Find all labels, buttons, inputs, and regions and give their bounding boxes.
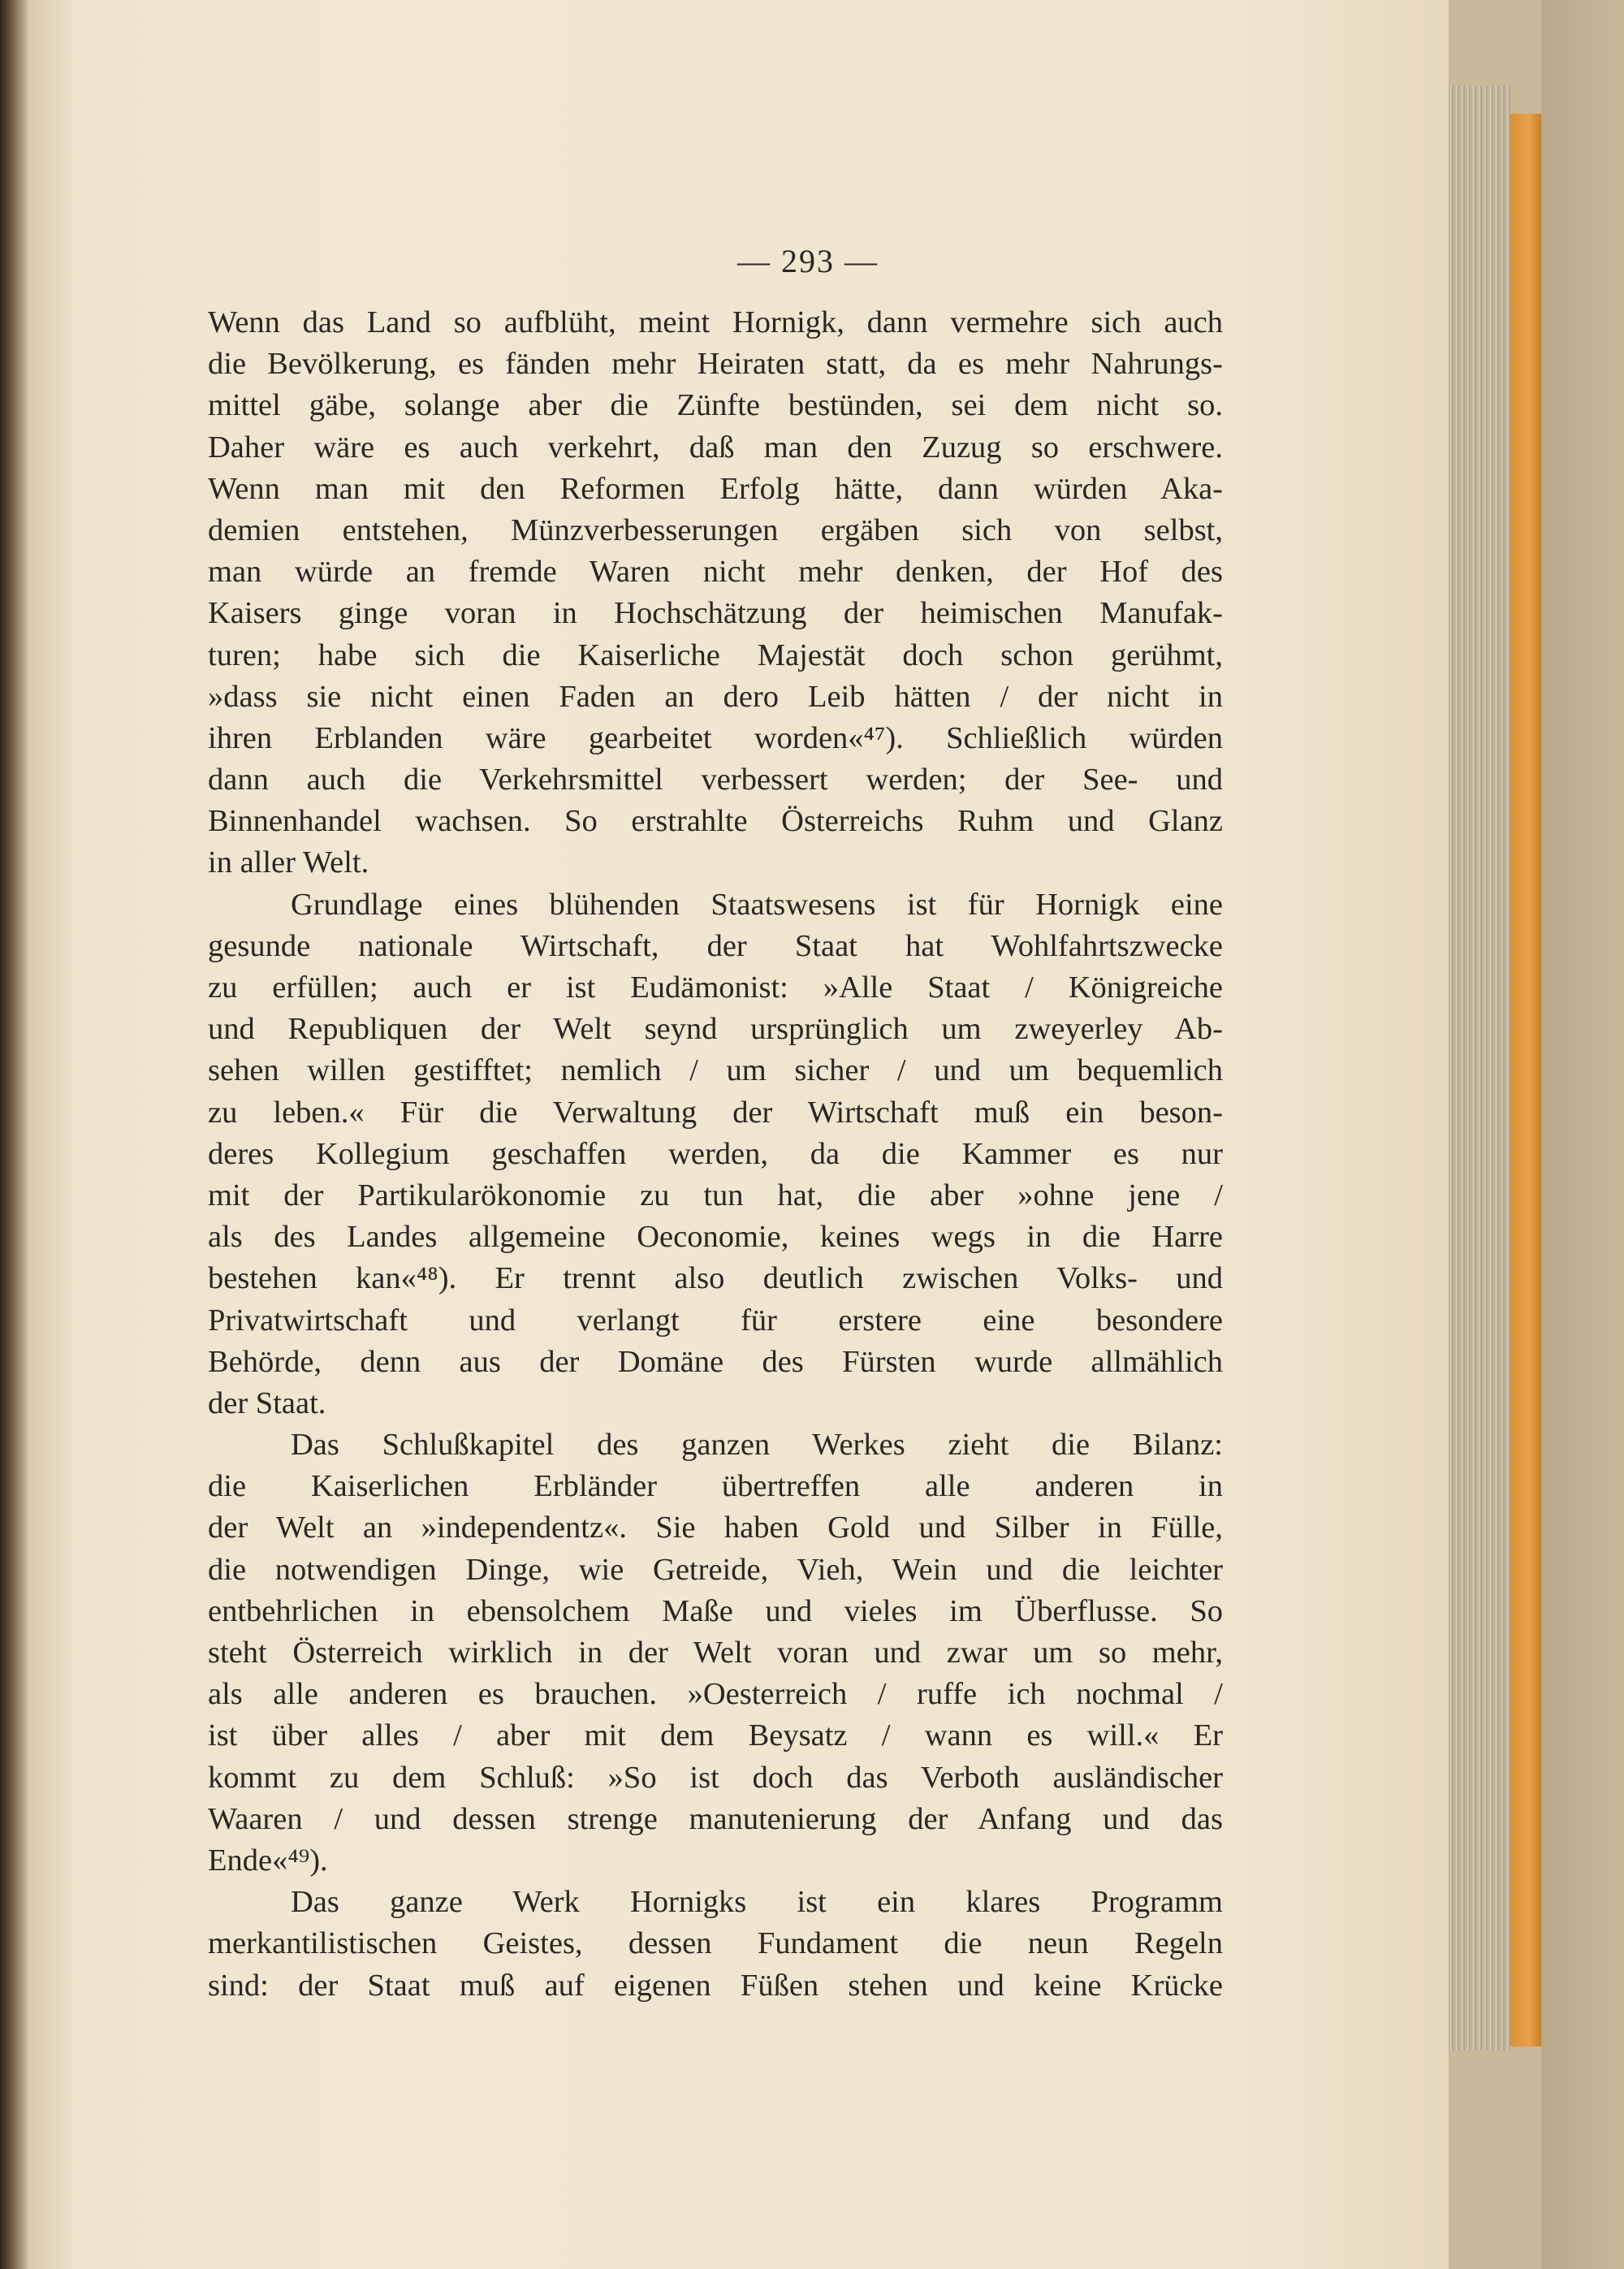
page-block-edges [1449, 85, 1510, 2051]
text-line: und Republiquen der Welt seynd ursprünglich um zweyerley Ab- [208, 1012, 1223, 1047]
text-line: als alle anderen es brauchen. »Oesterreich / ruffe ich nochmal / [208, 1677, 1223, 1712]
text-line: entbehrlichen in ebensolchem Maße und vieles im Überflusse. So [208, 1593, 1223, 1628]
text-line: bestehen kan«⁴⁸). Er trennt also deutlich zwischen Volks- und [208, 1261, 1223, 1296]
text-line: zu leben.« Für die Verwaltung der Wirtschaft muß ein beson- [208, 1095, 1223, 1130]
text-line: sehen willen gestifftet; nemlich / um sicher / und um bequemlich [208, 1053, 1223, 1088]
text-line: mittel gäbe, solange aber die Zünfte bestünden, sei dem nicht so. [208, 388, 1223, 423]
text-line: ist über alles / aber mit dem Beysatz / wann es will.« Er [208, 1718, 1223, 1753]
text-line: dann auch die Verkehrsmittel verbessert werden; der See- und [208, 763, 1223, 797]
text-line: der Welt an »independentz«. Sie haben Gold und Silber in Fülle, [208, 1511, 1223, 1545]
text-line: Das Schlußkapitel des ganzen Werkes zieht die Bilanz: [291, 1428, 1223, 1463]
book-cover-edge [1510, 114, 1541, 2046]
text-line: turen; habe sich die Kaiserliche Majestät doch schon gerühmt, [208, 637, 1223, 672]
text-line: Privatwirtschaft und verlangt für erstere eine besondere [208, 1303, 1223, 1338]
text-line: als des Landes allgemeine Oeconomie, keines wegs in die Harre [208, 1220, 1223, 1255]
background-surface [1541, 0, 1624, 2269]
text-line: der Staat. [208, 1385, 326, 1420]
text-line: Das ganze Werk Hornigks ist ein klares Programm [291, 1885, 1223, 1920]
text-line: die Kaiserlichen Erbländer übertreffen alle anderen in [208, 1469, 1223, 1504]
text-line: merkantilistischen Geistes, dessen Fundament die neun Regeln [208, 1926, 1223, 1961]
text-line: in aller Welt. [208, 845, 369, 880]
text-line: steht Österreich wirklich in der Welt voran und zwar um so mehr, [208, 1636, 1223, 1670]
text-line: Wenn das Land so aufblüht, meint Hornigk, dann vermehre sich auch [208, 305, 1223, 339]
text-line: »dass sie nicht einen Faden an dero Leib hätten / der nicht in [208, 679, 1223, 714]
text-line: Daher wäre es auch verkehrt, daß man den Zuzug so erschwere. [208, 430, 1223, 465]
text-line: gesunde nationale Wirtschaft, der Staat hat Wohlfahrtszwecke [208, 928, 1223, 963]
text-line: Wenn man mit den Reformen Erfolg hätte, dann würden Aka- [208, 471, 1223, 506]
body-text [208, 302, 1223, 2007]
text-line: zu erfüllen; auch er ist Eudämonist: »Alle Staat / Königreiche [208, 970, 1223, 1005]
text-line: die notwendigen Dinge, wie Getreide, Vieh, Wein und die leichter [208, 1552, 1223, 1587]
text-line: Kaisers ginge voran in Hochschätzung der heimischen Manufak- [208, 596, 1223, 631]
text-line: man würde an fremde Waren nicht mehr denken, der Hof des [208, 555, 1223, 590]
text-line: ihren Erblanden wäre gearbeitet worden«⁴⁷). Schließlich würden [208, 720, 1223, 755]
page-number: — 293 — [737, 243, 879, 279]
text-line: mit der Partikularökonomie zu tun hat, die aber »ohne jene / [208, 1178, 1223, 1212]
text-line: sind: der Staat muß auf eigenen Füßen stehen und keine Krücke [208, 1968, 1223, 2003]
text-line: deres Kollegium geschaffen werden, da die Kammer es nur [208, 1136, 1223, 1171]
book-spine-shadow [0, 0, 28, 2269]
text-line: Binnenhandel wachsen. So erstrahlte Österreichs Ruhm und Glanz [208, 804, 1223, 839]
text-line: Behörde, denn aus der Domäne des Fürsten wurde allmählich [208, 1344, 1223, 1379]
text-line: Waaren / und dessen strenge manutenierung der Anfang und das [208, 1801, 1223, 1836]
text-line: kommt zu dem Schluß: »So ist doch das Verboth ausländischer [208, 1760, 1223, 1795]
text-line: Ende«⁴⁹). [208, 1843, 328, 1878]
text-line: Grundlage eines blühenden Staatswesens ist für Hornigk eine [291, 887, 1223, 922]
text-line: demien entstehen, Münzverbesserungen ergäben sich von selbst, [208, 512, 1223, 547]
text-line: die Bevölkerung, es fänden mehr Heiraten statt, da es mehr Nahrungs- [208, 347, 1223, 382]
